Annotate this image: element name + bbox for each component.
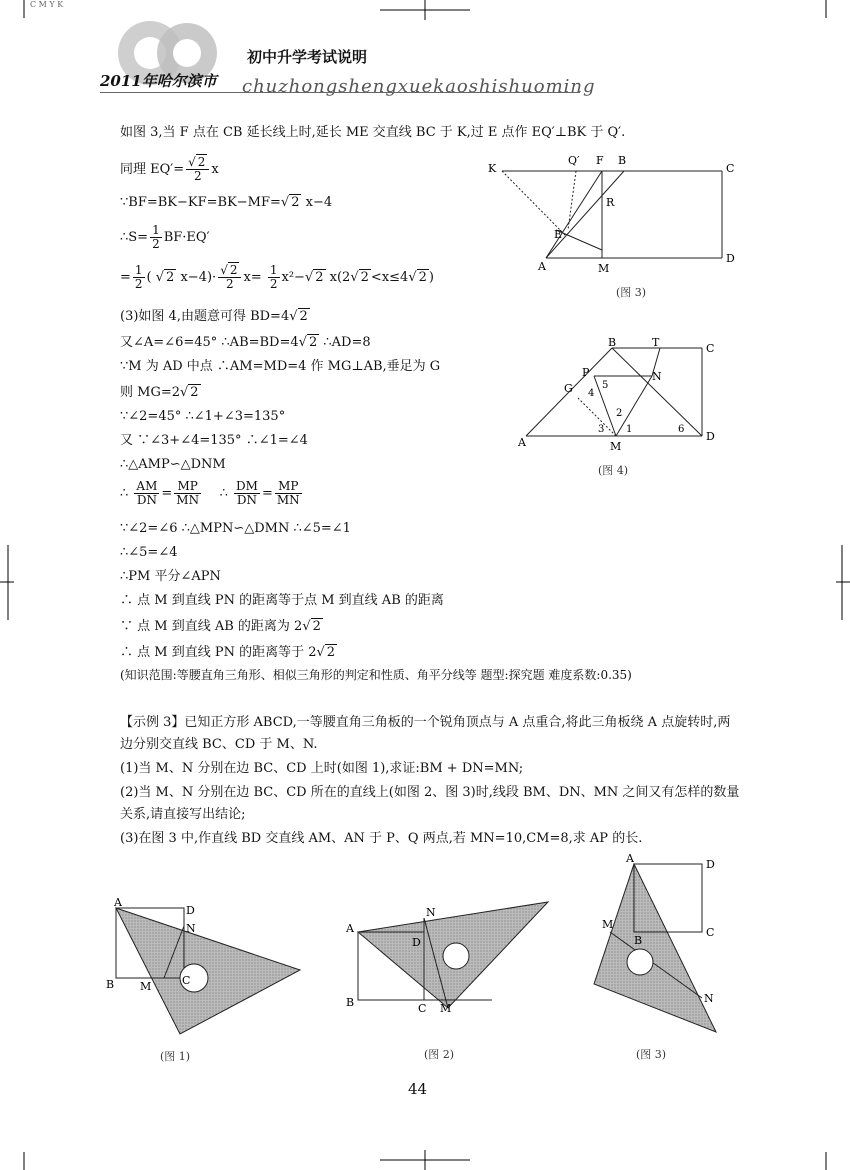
page-number: 44	[408, 1080, 428, 1098]
label-Q: Q′	[568, 154, 580, 167]
text-line: = $\frac{1}{2}$ ( √ 2 x−4)· $\frac{√ 2}{2}$ x= $\frac{1}{2}$ x²−√ 2 x(2√ 2 <x≤4√ 2 )	[120, 263, 434, 291]
svg-text:C: C	[182, 974, 191, 987]
text-line: (3)如图 4,由题意可得 BD=4√ 2	[120, 309, 308, 324]
svg-text:3: 3	[598, 424, 605, 435]
caption-example-2: (图 2)	[424, 1048, 455, 1061]
text-line: ∴S= $\frac{1}{2}$ BF·EQ′	[120, 223, 210, 251]
header-title: 初中升学考试说明	[247, 48, 368, 66]
svg-text:M: M	[602, 918, 614, 931]
example-figure-3	[590, 852, 720, 1037]
svg-text:P: P	[582, 366, 590, 379]
svg-text:N: N	[186, 922, 196, 935]
svg-text:A: A	[626, 852, 634, 865]
text-line: ∴PM 平分∠APN	[120, 569, 221, 584]
svg-text:M: M	[140, 980, 152, 993]
label-E: E	[554, 228, 563, 241]
svg-text:C: C	[706, 342, 715, 355]
text-line: ∵∠2=∠6 ∴△MPN∽△DMN ∴∠5=∠1	[120, 521, 351, 536]
header-year-city: 2011年哈尔滨市	[100, 72, 217, 90]
text-line: ∴ $\frac{AM}{DN}$ = $\frac{MP}{MN}$ ∴ $\frac{DM}{DN}$ = $\frac{MP}{MN}$	[120, 479, 300, 507]
svg-text:4: 4	[588, 388, 595, 399]
caption-figure-4: (图 4)	[598, 464, 629, 477]
label-K: K	[488, 162, 497, 175]
svg-text:A: A	[114, 896, 122, 909]
svg-text:D: D	[706, 858, 715, 871]
text-line: 则 MG=2√ 2	[120, 385, 199, 400]
caption-figure-3: (图 3)	[616, 286, 647, 299]
svg-text:B: B	[608, 336, 617, 349]
svg-text:6: 6	[678, 424, 685, 435]
cmyk-mark: C M Y K	[30, 0, 64, 9]
header-pinyin: chuzhongshengxuekaoshishuoming	[242, 76, 596, 97]
text-line: ∴ 点 M 到直线 PN 的距离等于点 M 到直线 AB 的距离	[120, 593, 444, 608]
svg-text:B: B	[106, 978, 115, 991]
text-line: 又 ∵∠3+∠4=135° ∴∠1=∠4	[120, 433, 308, 448]
header-rule	[100, 92, 580, 93]
label-D: D	[726, 252, 735, 265]
example-3-stem: 【示例 3】已知正方形 ABCD,一等腰直角三角板的一个锐角顶点与 A 点重合,将此三角板绕 A 点旋转时,两边分别交直线 BC、CD 于 M、N.	[120, 715, 731, 752]
svg-text:C: C	[706, 926, 715, 939]
text-line: ∵BF=BK−KF=BK−MF=√ 2 x−4	[120, 195, 333, 210]
text-line: 同理 EQ′= $\frac{√ 2}{2}$ x	[120, 155, 219, 183]
svg-text:N: N	[704, 992, 714, 1005]
svg-text:M: M	[440, 1002, 452, 1015]
example-figure-2	[342, 896, 552, 1026]
svg-text:5: 5	[602, 380, 609, 391]
svg-text:T: T	[652, 336, 660, 349]
svg-text:G: G	[564, 382, 573, 395]
question-3: (3)在图 3 中,作直线 BD 交直线 AM、AN 于 P、Q 两点,若 MN=10,CM=8,求 AP 的长.	[120, 831, 643, 846]
question-2: (2)当 M、N 分别在边 BC、CD 所在的直线上(如图 2、图 3)时,线段 BM、DN、MN 之间又有怎样的数量关系,请直接写出结论;	[120, 785, 740, 822]
example-figure-1	[104, 896, 304, 1041]
question-1: (1)当 M、N 分别在边 BC、CD 上时(如图 1),求证:BM + DN=MN;	[120, 761, 524, 776]
svg-text:A: A	[518, 436, 526, 449]
figure-3-diagram	[486, 150, 746, 300]
text-line: ∵M 为 AD 中点 ∴AM=MD=4 作 MG⊥AB,垂足为 G	[120, 359, 441, 374]
svg-text:A: A	[346, 922, 354, 935]
label-A: A	[538, 260, 546, 273]
svg-text:B: B	[634, 934, 643, 947]
label-B: B	[618, 154, 627, 167]
text-line: ∵∠2=45° ∴∠1+∠3=135°	[120, 409, 286, 424]
caption-example-1: (图 1)	[160, 1050, 191, 1063]
text-line: ∴△AMP∽△DNM	[120, 457, 226, 472]
text-line: 又∠A=∠6=45° ∴AB=BD=4√ 2 ∴AD=8	[120, 335, 371, 350]
caption-example-3: (图 3)	[636, 1048, 667, 1061]
label-R: R	[606, 196, 615, 209]
svg-text:N: N	[426, 906, 436, 919]
svg-text:1: 1	[626, 424, 633, 435]
svg-text:2: 2	[616, 408, 623, 419]
text-line: ∵ 点 M 到直线 AB 的距离为 2√ 2	[120, 619, 321, 634]
label-F: F	[596, 154, 604, 167]
svg-text:B: B	[346, 996, 355, 1009]
figure-4-diagram	[516, 336, 726, 456]
svg-text:D: D	[412, 936, 421, 949]
svg-text:D: D	[186, 904, 195, 917]
label-C: C	[726, 162, 735, 175]
svg-text:N: N	[652, 370, 662, 383]
text-line: 如图 3,当 F 点在 CB 延长线上时,延长 ME 交直线 BC 于 K,过 E 点作 EQ′⊥BK 于 Q′.	[120, 125, 626, 140]
text-line: ∴∠5=∠4	[120, 545, 178, 560]
label-M: M	[598, 262, 610, 275]
svg-text:C: C	[418, 1002, 427, 1015]
text-line: ∴ 点 M 到直线 PN 的距离等于 2√ 2	[120, 645, 336, 660]
svg-text:D: D	[706, 430, 715, 443]
knowledge-scope: (知识范围:等腰直角三角形、相似三角形的判定和性质、角平分线等 题型:探究题 难度系数:0.35)	[120, 668, 632, 682]
svg-text:M: M	[610, 440, 622, 453]
